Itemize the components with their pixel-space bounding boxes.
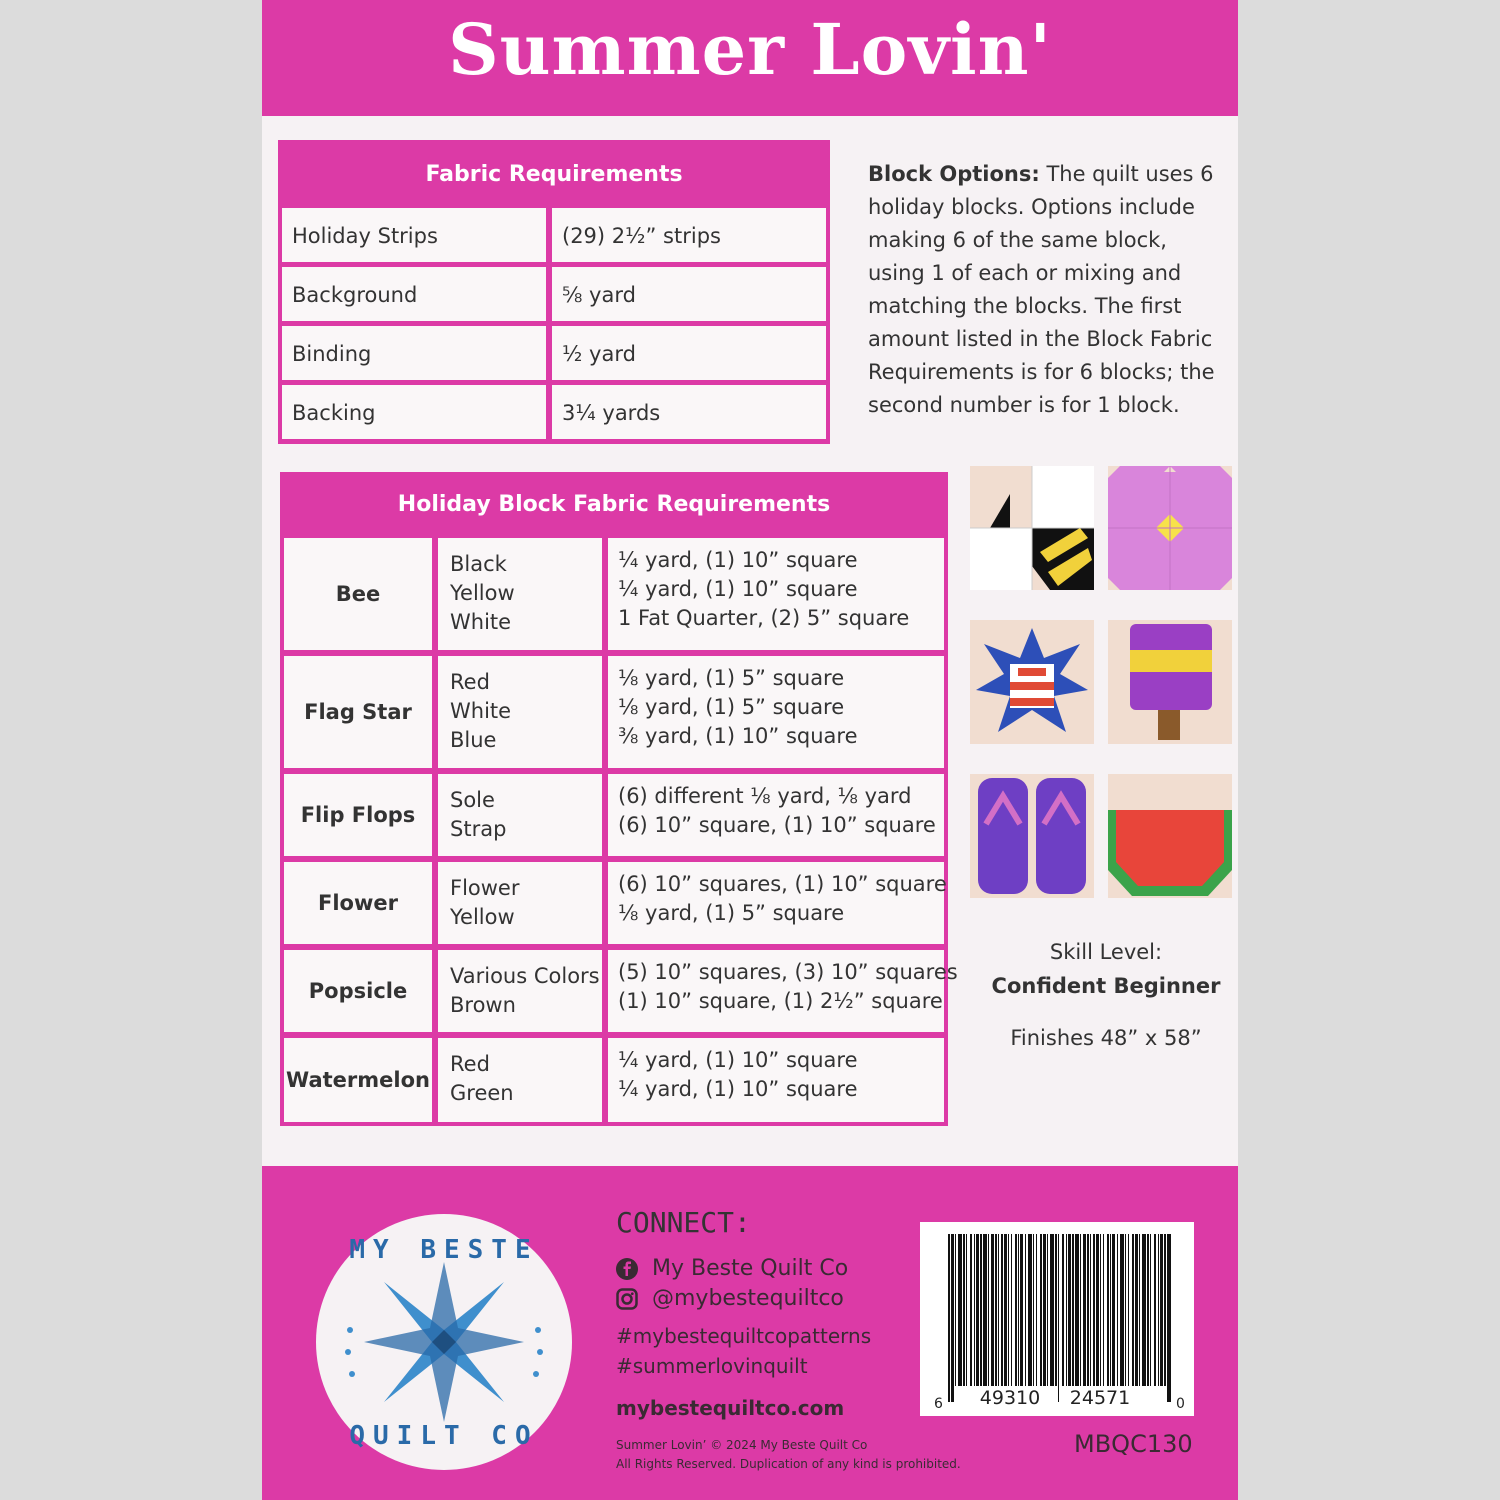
color-line: Red xyxy=(450,670,490,694)
barcode-bar xyxy=(983,1234,987,1386)
barcode-bar xyxy=(1090,1234,1091,1386)
barcode-digit: 24571 xyxy=(1069,1387,1131,1409)
barcode-bar xyxy=(1058,1234,1059,1402)
amount-line: ¼ yard, (1) 10” square xyxy=(618,1048,858,1072)
hashtag: #summerlovinquilt xyxy=(616,1354,808,1378)
pattern-back-cover xyxy=(262,0,1238,1500)
barcode-bar xyxy=(1100,1234,1101,1386)
fabric-item: Background xyxy=(282,267,546,321)
table-row xyxy=(282,267,826,321)
barcode-bar xyxy=(1075,1234,1079,1386)
barcode-bar xyxy=(1164,1234,1166,1386)
instagram-link[interactable] xyxy=(616,1286,844,1311)
barcode-bars xyxy=(920,1222,1194,1416)
barcode-bar xyxy=(1036,1234,1037,1386)
barcode-bar xyxy=(1154,1234,1156,1386)
instagram-icon xyxy=(616,1288,638,1310)
table-row xyxy=(284,656,944,768)
color-line: White xyxy=(450,699,512,723)
block-options-text xyxy=(868,158,1218,422)
barcode-bar xyxy=(1050,1234,1054,1386)
barcode-digit: 6 xyxy=(934,1396,943,1412)
barcode-bar xyxy=(1150,1234,1151,1386)
connect-heading: CONNECT: xyxy=(616,1206,751,1239)
barcode-bar xyxy=(1004,1234,1007,1386)
block-name: Flip Flops xyxy=(284,774,432,856)
popsicle-block-image xyxy=(1108,620,1232,744)
instagram-handle: @mybestequiltco xyxy=(652,1286,844,1311)
block-amounts xyxy=(608,862,947,944)
block-amounts xyxy=(608,656,944,768)
barcode-bar xyxy=(1110,1234,1111,1386)
barcode-bar xyxy=(1055,1234,1057,1386)
block-amounts xyxy=(608,950,958,1032)
barcode-bar xyxy=(1008,1234,1009,1386)
table-row xyxy=(284,774,944,856)
barcode-bar xyxy=(1147,1234,1149,1386)
barcode-bar xyxy=(1028,1234,1032,1386)
amount-line: ¼ yard, (1) 10” square xyxy=(618,548,858,572)
amount-line: ¼ yard, (1) 10” square xyxy=(618,577,858,601)
barcode-bar xyxy=(1018,1234,1019,1386)
color-line: Sole xyxy=(450,788,495,812)
barcode-bar xyxy=(1142,1234,1146,1386)
amount-line: ⅛ yard, (1) 5” square xyxy=(618,695,845,719)
color-line: Yellow xyxy=(450,581,515,605)
barcode-bar xyxy=(1139,1234,1140,1386)
barcode-bar xyxy=(963,1234,965,1386)
barcode-bar xyxy=(1043,1234,1046,1386)
barcode-bar xyxy=(976,1234,979,1386)
block-colors xyxy=(438,862,602,944)
barcode-bar xyxy=(1160,1234,1163,1386)
barcode-bar xyxy=(1062,1234,1064,1386)
facebook-link[interactable] xyxy=(616,1256,848,1281)
fabric-requirements-table xyxy=(278,140,830,444)
facebook-icon xyxy=(616,1258,638,1280)
barcode-bar xyxy=(1167,1234,1171,1402)
brand-logo xyxy=(314,1212,574,1472)
block-colors xyxy=(438,774,602,856)
barcode-bar xyxy=(1103,1234,1104,1386)
amount-line: ⅛ yard, (1) 5” square xyxy=(618,666,845,690)
barcode-bar xyxy=(1135,1234,1138,1386)
barcode-digit: 49310 xyxy=(979,1387,1041,1409)
block-name: Popsicle xyxy=(284,950,432,1032)
fabric-amount: (29) 2½” strips xyxy=(552,208,826,262)
barcode-bar xyxy=(1072,1234,1074,1386)
barcode-bar xyxy=(1087,1234,1089,1386)
fabric-amount: ⅝ yard xyxy=(552,267,826,321)
barcode-bar xyxy=(1107,1234,1109,1386)
block-name: Flag Star xyxy=(284,656,432,768)
logo-bottom-text: QUILT CO xyxy=(349,1421,539,1451)
barcode-bar xyxy=(1125,1234,1126,1386)
barcode-bar xyxy=(998,1234,999,1386)
table-row xyxy=(282,208,826,262)
color-line: Green xyxy=(450,1081,514,1105)
pattern-title: Summer Lovin' xyxy=(448,8,1052,91)
block-colors xyxy=(438,950,602,1032)
skill-level-label: Skill Level: xyxy=(1049,940,1163,964)
fabric-amount: ½ yard xyxy=(552,326,826,380)
barcode-bar xyxy=(1080,1234,1081,1386)
amount-line: (6) 10” square, (1) 10” square xyxy=(618,813,936,837)
barcode-bar xyxy=(991,1234,994,1386)
barcode-bar xyxy=(948,1234,950,1402)
fabric-item: Binding xyxy=(282,326,546,380)
block-options-lead: Block Options: xyxy=(868,162,1040,186)
amount-line: 1 Fat Quarter, (2) 5” square xyxy=(618,606,910,630)
color-line: Blue xyxy=(450,728,497,752)
barcode-bar xyxy=(1025,1234,1026,1386)
color-line: Red xyxy=(450,1052,490,1076)
fabric-item: Holiday Strips xyxy=(282,208,546,262)
block-colors xyxy=(438,538,602,650)
watermelon-block-image xyxy=(1108,774,1232,898)
barcode-bar xyxy=(1112,1234,1115,1386)
block-name: Watermelon xyxy=(284,1038,432,1122)
bee-block-image xyxy=(970,466,1094,590)
barcode-bar xyxy=(958,1234,962,1386)
barcode-bar xyxy=(1015,1234,1017,1386)
website-link[interactable]: mybestequiltco.com xyxy=(616,1396,845,1420)
amount-line: (6) 10” squares, (1) 10” square xyxy=(618,872,947,896)
barcode-bar xyxy=(970,1234,972,1386)
table-row xyxy=(284,862,947,944)
amount-line: (6) different ⅛ yard, ⅛ yard xyxy=(618,784,912,808)
barcode-bar xyxy=(1001,1234,1003,1386)
logo-top-text: MY BESTE xyxy=(349,1235,539,1265)
flower-block-image xyxy=(1108,466,1232,590)
copyright-line: Summer Lovin’ © 2024 My Beste Quilt Co xyxy=(616,1438,868,1452)
barcode-bar xyxy=(1068,1234,1071,1386)
hashtag: #mybestequiltcopatterns xyxy=(616,1324,872,1348)
barcode-bar xyxy=(966,1234,967,1386)
barcode xyxy=(920,1222,1194,1416)
barcode-bar xyxy=(1096,1234,1099,1386)
color-line: Brown xyxy=(450,993,516,1017)
color-line: Black xyxy=(450,552,507,576)
color-line: Flower xyxy=(450,876,520,900)
facebook-handle: My Beste Quilt Co xyxy=(652,1256,849,1281)
barcode-bar xyxy=(1093,1234,1095,1386)
table-row xyxy=(284,1038,944,1122)
barcode-bar xyxy=(1047,1234,1048,1386)
header-band xyxy=(262,0,1238,116)
barcode-bar xyxy=(980,1234,982,1386)
barcode-bar xyxy=(1033,1234,1034,1386)
block-colors xyxy=(438,1038,602,1122)
color-line: Various Colors xyxy=(450,964,600,988)
block-options-body: The quilt uses 6 holiday blocks. Options include making 6 of the same block, using 1 of each or mixing and matching the blocks. The first amount listed in the Block Fabric Requirements is for 6 blocks; the second number is for 1 block. xyxy=(868,162,1215,417)
barcode-bar xyxy=(955,1234,956,1386)
color-line: Yellow xyxy=(450,905,515,929)
amount-line: (1) 10” square, (1) 2½” square xyxy=(618,989,943,1013)
barcode-bar xyxy=(988,1234,989,1386)
barcode-bar xyxy=(1083,1234,1086,1386)
finished-size: Finishes 48” x 58” xyxy=(1010,1026,1202,1050)
block-colors xyxy=(438,656,602,768)
flag-star-block-image xyxy=(970,620,1094,744)
color-line: Strap xyxy=(450,817,507,841)
fabric-requirements-heading: Fabric Requirements xyxy=(425,162,683,187)
barcode-bar xyxy=(1120,1234,1124,1386)
amount-line: ¼ yard, (1) 10” square xyxy=(618,1077,858,1101)
table-row xyxy=(284,538,944,650)
color-line: White xyxy=(450,610,512,634)
flip-flops-block-image xyxy=(970,774,1094,898)
table-row xyxy=(284,950,958,1032)
barcode-bar xyxy=(974,1234,975,1386)
fabric-item: Backing xyxy=(282,385,546,439)
barcode-bar xyxy=(951,1234,954,1402)
barcode-bar xyxy=(1128,1234,1129,1386)
footer-band xyxy=(262,1166,1238,1500)
copyright-notice xyxy=(616,1436,961,1474)
block-name: Bee xyxy=(284,538,432,650)
barcode-bar xyxy=(1040,1234,1042,1386)
amount-line: ⅜ yard, (1) 10” square xyxy=(618,724,858,748)
table-row xyxy=(282,326,826,380)
block-amounts xyxy=(608,538,944,650)
amount-line: (5) 10” squares, (3) 10” squares xyxy=(618,960,958,984)
fabric-amount: 3¼ yards xyxy=(552,385,826,439)
skill-level-value: Confident Beginner xyxy=(991,974,1221,998)
barcode-bar xyxy=(995,1234,997,1386)
table-row xyxy=(282,385,826,439)
barcode-bar xyxy=(1020,1234,1023,1386)
amount-line: ⅛ yard, (1) 5” square xyxy=(618,901,845,925)
barcode-bar xyxy=(1132,1234,1134,1386)
barcode-bar xyxy=(1158,1234,1159,1386)
barcode-digit: 0 xyxy=(1176,1396,1185,1412)
product-code: MBQC130 xyxy=(1074,1430,1193,1458)
holiday-block-table xyxy=(280,472,958,1126)
block-name: Flower xyxy=(284,862,432,944)
holiday-block-heading: Holiday Block Fabric Requirements xyxy=(397,492,831,517)
block-amounts xyxy=(608,1038,944,1122)
barcode-bar xyxy=(1011,1234,1012,1386)
block-amounts xyxy=(608,774,944,856)
rights-line: All Rights Reserved. Duplication of any kind is prohibited. xyxy=(616,1457,961,1471)
barcode-bar xyxy=(1066,1234,1067,1386)
barcode-bar xyxy=(1117,1234,1118,1386)
